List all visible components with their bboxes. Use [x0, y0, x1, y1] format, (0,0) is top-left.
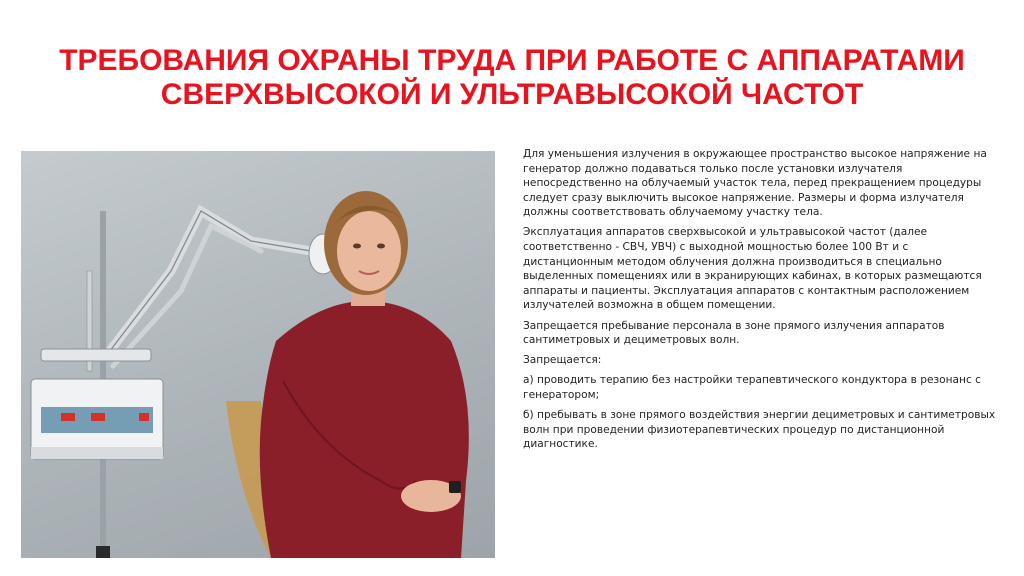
paragraph-prohibited-heading: Запрещается: [523, 354, 602, 367]
paragraph-device-operation: Эксплуатация аппаратов сверхвысокой и ультравысокой частот (далее соответственно - СВЧ, УВЧ) с выходной мощностью более 100 Вт и с дистанционным методом облучения должна производиться в специально выделенных помещениях или в экранирующих кабинах, в которых размещаются аппараты и пациенты. Эксплуатация аппаратов с контактным расположением излучателей возможна в общем помещении. [523, 226, 982, 312]
body-text [523, 147, 1001, 457]
paragraph-prohibition-b: б) пребывать в зоне прямого воздействия энергии дециметровых и сантиметровых волн при проведении физиотерапевтических процедур по дистанционной диагностике. [523, 409, 996, 451]
slide-title-line-1: ТРЕБОВАНИЯ ОХРАНЫ ТРУДА ПРИ РАБОТЕ С АППАРАТАМИ [59, 44, 965, 77]
paragraph-staff-prohibition: Запрещается пребывание персонала в зоне прямого излучения аппаратов сантиметровых и дециметровых волн. [523, 319, 945, 347]
paragraph-prohibition-a: а) проводить терапию без настройки терапевтического кондуктора в резонанс с генератором; [523, 374, 981, 401]
therapy-photo [21, 151, 495, 558]
paragraph-emission-reduction: Для уменьшения излучения в окружающее пространство высокое напряжение на генератор должно подаваться только после установки излучателя непосредственно на облучаемый участок тела, перед прекращением процедуры следует сразу выключить высокое напряжение. Размеры и форма излучателя должны соответствовать облучаемому участку тела. [523, 148, 987, 219]
slide-title-line-2: СВЕРХВЫСОКОЙ И УЛЬТРАВЫСОКОЙ ЧАСТОТ [160, 78, 864, 111]
photo-illustration-icon [21, 151, 495, 558]
slide-title [0, 44, 1024, 112]
